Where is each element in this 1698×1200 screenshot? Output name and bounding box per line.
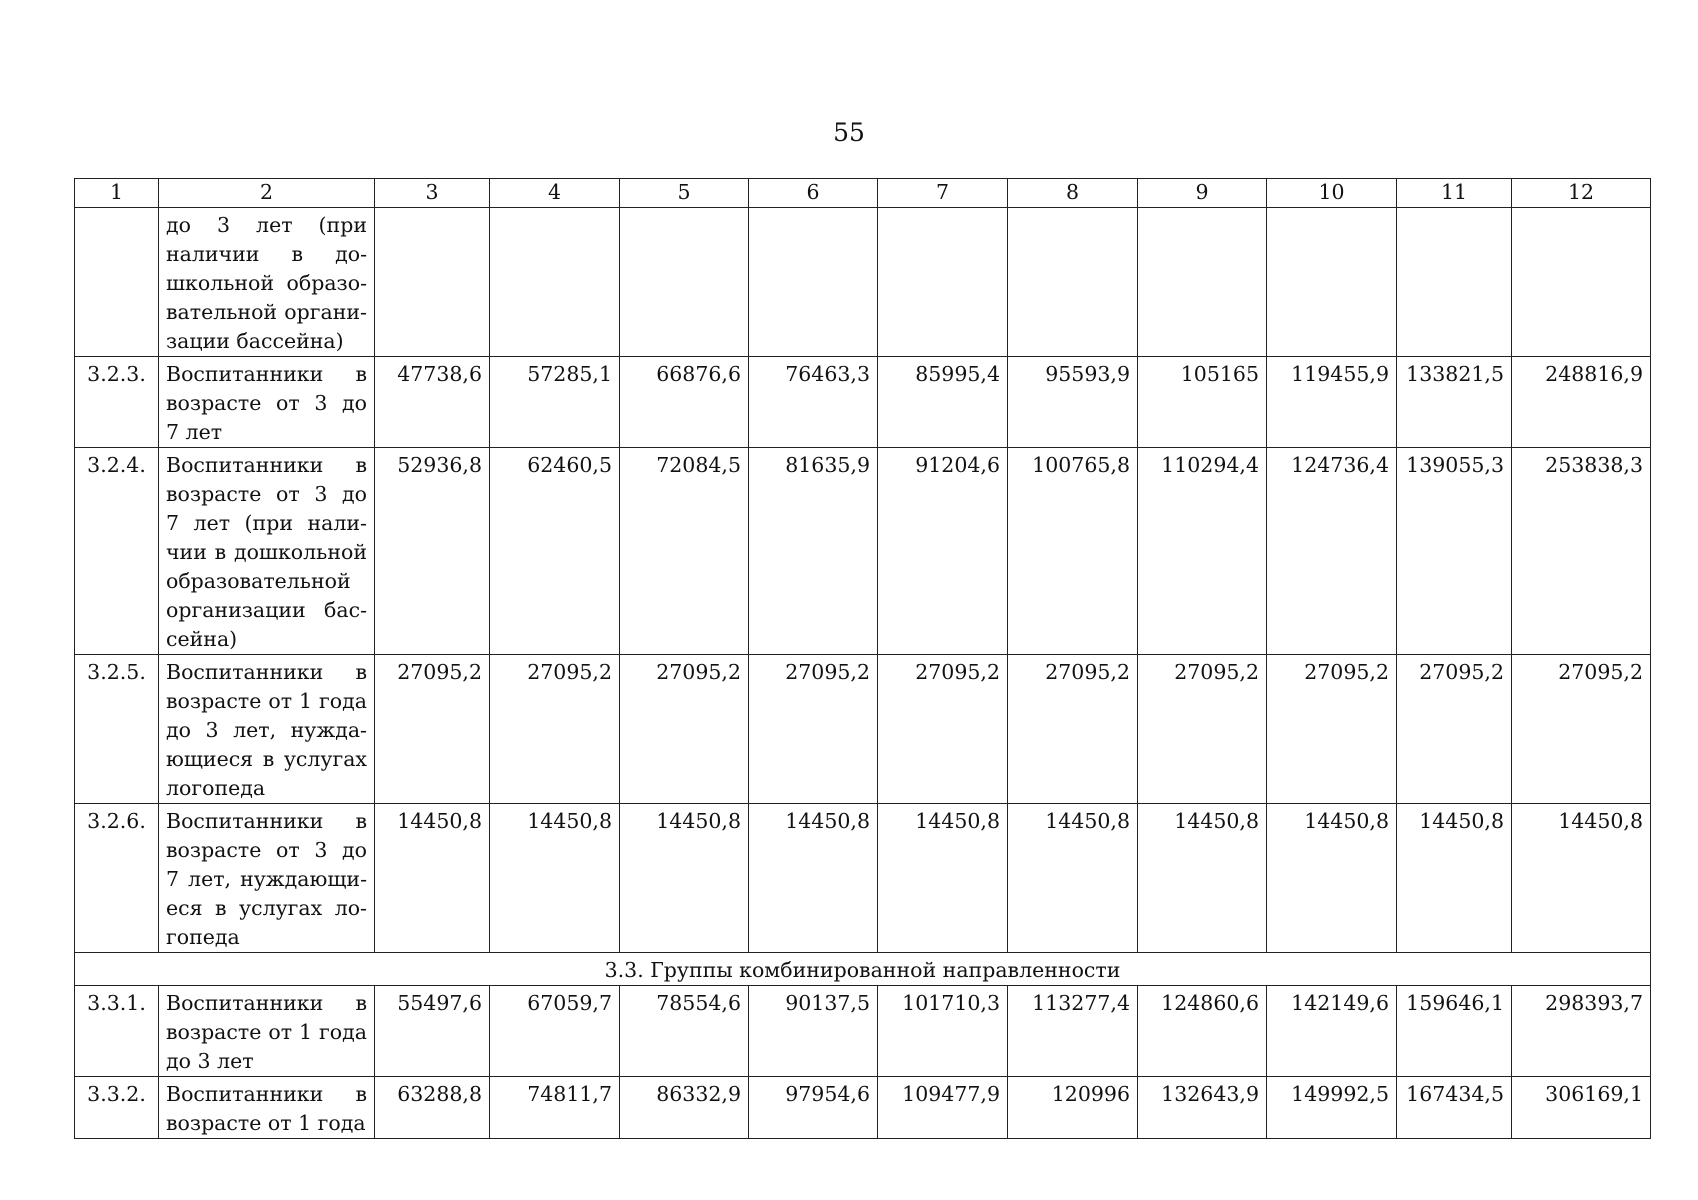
description-line: Воспитанники в xyxy=(166,362,367,386)
column-header-6: 6 xyxy=(749,179,878,208)
value-cell-col-3: 47738,6 xyxy=(375,357,490,448)
value-cell-col-4: 57285,1 xyxy=(490,357,620,448)
table-row xyxy=(75,655,1651,804)
row-id-cell: 3.3.2. xyxy=(75,1077,159,1139)
description-line: Воспитанники в xyxy=(166,453,367,477)
description-line: возрасте от 1 года xyxy=(166,1020,367,1044)
value-cell-col-3: 14450,8 xyxy=(375,804,490,953)
value-cell-col-7: 85995,4 xyxy=(878,357,1008,448)
description-line: организации бас- xyxy=(166,598,367,622)
description-line: гопеда xyxy=(166,925,240,949)
description-line: еся в услугах ло- xyxy=(166,896,367,920)
value-cell-col-12: 14450,8 xyxy=(1512,804,1651,953)
description-line: возрасте от 1 года xyxy=(166,1111,366,1135)
column-number-header-row xyxy=(75,179,1651,208)
row-id-cell: 3.2.5. xyxy=(75,655,159,804)
description-line: до 3 лет xyxy=(166,1049,254,1073)
description-line: Воспитанники в xyxy=(166,660,367,684)
value-cell-col-9: 14450,8 xyxy=(1138,804,1267,953)
description-line: Воспитанники в xyxy=(166,1082,367,1106)
value-cell-col-4 xyxy=(490,208,620,357)
value-cell-col-9: 110294,4 xyxy=(1138,448,1267,655)
row-id-cell: 3.2.3. xyxy=(75,357,159,448)
description-line: наличии в до- xyxy=(166,242,367,266)
value-cell-col-11: 167434,5 xyxy=(1397,1077,1512,1139)
column-header-1: 1 xyxy=(75,179,159,208)
section-header-row xyxy=(75,953,1651,986)
description-line: 7 лет, нуждающи- xyxy=(166,867,367,891)
value-cell-col-7: 27095,2 xyxy=(878,655,1008,804)
value-cell-col-4: 14450,8 xyxy=(490,804,620,953)
value-cell-col-7 xyxy=(878,208,1008,357)
description-line: возрасте от 3 до xyxy=(166,838,367,862)
description-line: зации бассейна) xyxy=(166,329,344,353)
description-line: логопеда xyxy=(166,776,266,800)
value-cell-col-5: 14450,8 xyxy=(620,804,749,953)
value-cell-col-4: 62460,5 xyxy=(490,448,620,655)
row-description-cell xyxy=(159,208,375,357)
value-cell-col-7: 101710,3 xyxy=(878,986,1008,1077)
value-cell-col-11: 133821,5 xyxy=(1397,357,1512,448)
row-description-cell xyxy=(159,357,375,448)
value-cell-col-4: 27095,2 xyxy=(490,655,620,804)
value-cell-col-8: 113277,4 xyxy=(1008,986,1138,1077)
description-line: Воспитанники в xyxy=(166,991,367,1015)
value-cell-col-7: 91204,6 xyxy=(878,448,1008,655)
value-cell-col-4: 67059,7 xyxy=(490,986,620,1077)
value-cell-col-12: 298393,7 xyxy=(1512,986,1651,1077)
value-cell-col-9: 132643,9 xyxy=(1138,1077,1267,1139)
value-cell-col-8: 95593,9 xyxy=(1008,357,1138,448)
value-cell-col-6: 81635,9 xyxy=(749,448,878,655)
row-id-cell xyxy=(75,208,159,357)
value-cell-col-10: 142149,6 xyxy=(1267,986,1397,1077)
value-cell-col-12: 27095,2 xyxy=(1512,655,1651,804)
value-cell-col-9: 124860,6 xyxy=(1138,986,1267,1077)
description-line: 7 лет xyxy=(166,420,223,444)
page-number: 55 xyxy=(833,118,865,147)
value-cell-col-12: 253838,3 xyxy=(1512,448,1651,655)
description-line: 7 лет (при нали- xyxy=(166,511,367,535)
value-cell-col-5 xyxy=(620,208,749,357)
section-title: 3.3. Группы комбинированной направленности xyxy=(75,953,1651,986)
description-line: Воспитанники в xyxy=(166,809,367,833)
value-cell-col-9: 105165 xyxy=(1138,357,1267,448)
value-cell-col-5: 66876,6 xyxy=(620,357,749,448)
description-line: возрасте от 1 года xyxy=(166,689,367,713)
row-description-cell xyxy=(159,448,375,655)
value-cell-col-12 xyxy=(1512,208,1651,357)
value-cell-col-7: 14450,8 xyxy=(878,804,1008,953)
table-row xyxy=(75,804,1651,953)
value-cell-col-3: 63288,8 xyxy=(375,1077,490,1139)
value-cell-col-3: 27095,2 xyxy=(375,655,490,804)
table-row xyxy=(75,448,1651,655)
row-id-cell: 3.2.4. xyxy=(75,448,159,655)
value-cell-col-3 xyxy=(375,208,490,357)
column-header-9: 9 xyxy=(1138,179,1267,208)
description-line: сейна) xyxy=(166,627,238,651)
description-line: возрасте от 3 до xyxy=(166,482,367,506)
row-id-cell: 3.2.6. xyxy=(75,804,159,953)
table-row xyxy=(75,208,1651,357)
value-cell-col-8: 100765,8 xyxy=(1008,448,1138,655)
value-cell-col-11 xyxy=(1397,208,1512,357)
column-header-2: 2 xyxy=(159,179,375,208)
value-cell-col-8: 120996 xyxy=(1008,1077,1138,1139)
value-cell-col-11: 139055,3 xyxy=(1397,448,1512,655)
table-row xyxy=(75,1077,1651,1139)
table-body xyxy=(75,208,1651,1139)
row-description-cell xyxy=(159,986,375,1077)
value-cell-col-8 xyxy=(1008,208,1138,357)
value-cell-col-4: 74811,7 xyxy=(490,1077,620,1139)
data-table xyxy=(74,178,1651,1139)
value-cell-col-3: 55497,6 xyxy=(375,986,490,1077)
value-cell-col-8: 14450,8 xyxy=(1008,804,1138,953)
row-description-cell xyxy=(159,655,375,804)
description-line: школьной образо- xyxy=(166,271,367,295)
row-description-cell xyxy=(159,1077,375,1139)
description-line: чии в дошкольной xyxy=(166,540,367,564)
table-row xyxy=(75,986,1651,1077)
description-line: до 3 лет (при xyxy=(166,213,367,237)
row-id-cell: 3.3.1. xyxy=(75,986,159,1077)
description-line: вательной органи- xyxy=(166,300,367,324)
value-cell-col-10 xyxy=(1267,208,1397,357)
value-cell-col-10: 149992,5 xyxy=(1267,1077,1397,1139)
column-header-11: 11 xyxy=(1397,179,1512,208)
value-cell-col-7: 109477,9 xyxy=(878,1077,1008,1139)
value-cell-col-12: 306169,1 xyxy=(1512,1077,1651,1139)
value-cell-col-6: 27095,2 xyxy=(749,655,878,804)
value-cell-col-9 xyxy=(1138,208,1267,357)
value-cell-col-5: 72084,5 xyxy=(620,448,749,655)
column-header-8: 8 xyxy=(1008,179,1138,208)
value-cell-col-6: 14450,8 xyxy=(749,804,878,953)
value-cell-col-6: 90137,5 xyxy=(749,986,878,1077)
value-cell-col-12: 248816,9 xyxy=(1512,357,1651,448)
value-cell-col-10: 14450,8 xyxy=(1267,804,1397,953)
value-cell-col-11: 14450,8 xyxy=(1397,804,1512,953)
column-header-10: 10 xyxy=(1267,179,1397,208)
value-cell-col-11: 27095,2 xyxy=(1397,655,1512,804)
column-header-5: 5 xyxy=(620,179,749,208)
description-line: ющиеся в услугах xyxy=(166,747,367,771)
column-header-4: 4 xyxy=(490,179,620,208)
column-header-12: 12 xyxy=(1512,179,1651,208)
table-row xyxy=(75,357,1651,448)
description-line: образовательной xyxy=(166,569,351,593)
column-header-3: 3 xyxy=(375,179,490,208)
value-cell-col-5: 78554,6 xyxy=(620,986,749,1077)
description-line: возрасте от 3 до xyxy=(166,391,367,415)
column-header-7: 7 xyxy=(878,179,1008,208)
value-cell-col-6 xyxy=(749,208,878,357)
row-description-cell xyxy=(159,804,375,953)
value-cell-col-6: 97954,6 xyxy=(749,1077,878,1139)
value-cell-col-5: 86332,9 xyxy=(620,1077,749,1139)
value-cell-col-5: 27095,2 xyxy=(620,655,749,804)
value-cell-col-11: 159646,1 xyxy=(1397,986,1512,1077)
value-cell-col-8: 27095,2 xyxy=(1008,655,1138,804)
value-cell-col-10: 27095,2 xyxy=(1267,655,1397,804)
value-cell-col-10: 124736,4 xyxy=(1267,448,1397,655)
description-line: до 3 лет, нужда- xyxy=(166,718,367,742)
value-cell-col-10: 119455,9 xyxy=(1267,357,1397,448)
value-cell-col-3: 52936,8 xyxy=(375,448,490,655)
value-cell-col-9: 27095,2 xyxy=(1138,655,1267,804)
value-cell-col-6: 76463,3 xyxy=(749,357,878,448)
